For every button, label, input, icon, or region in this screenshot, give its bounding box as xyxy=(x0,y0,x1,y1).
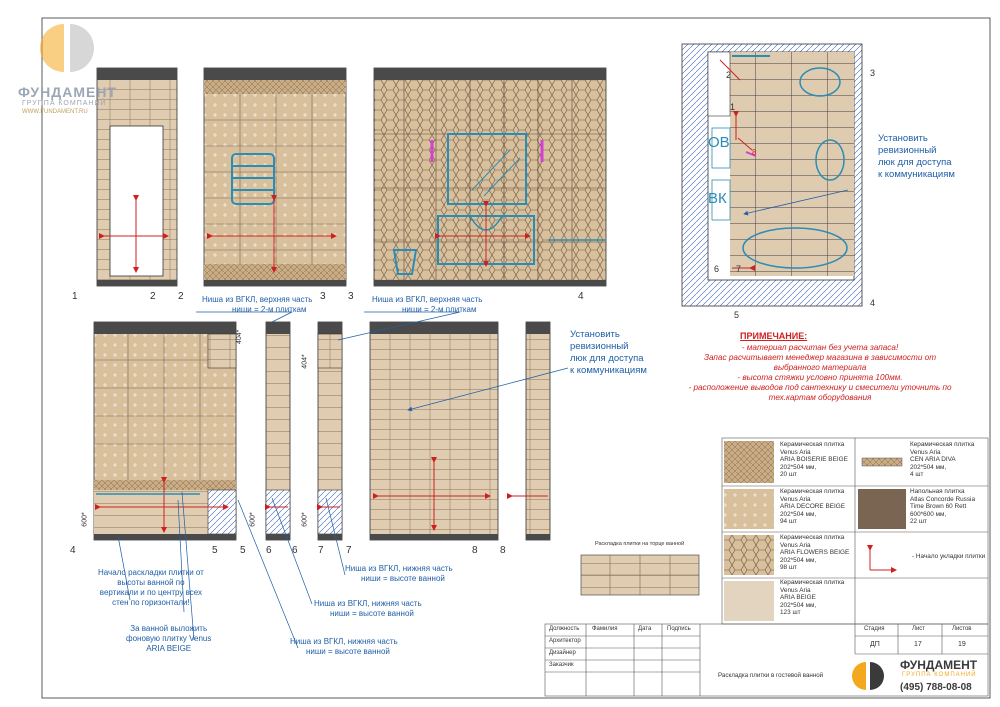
callout-start-layout: Начало раскладки плитки от высоты ванной по вертикали и по центру всех стен по горизонтали! xyxy=(98,568,204,607)
legend-item-beige: Керамическая плитка Venus Aria ARIA BEIGE 202*504 мм, 123 шт xyxy=(780,579,845,617)
marker-3b: 3 xyxy=(348,291,354,302)
dimension-600-c: 600* xyxy=(301,512,309,527)
dimension-600-b: 600* xyxy=(249,512,257,527)
legend-swatch-beige xyxy=(724,581,774,621)
plan-marker-2: 2 xyxy=(726,70,732,80)
callout-niche-top-2: Ниша из ВГКЛ, верхняя часть ниши = 2-м плиткам xyxy=(372,295,483,314)
tb-stage-label: Стадия xyxy=(864,626,885,632)
dimension-404-b: 404* xyxy=(301,354,309,369)
legend-item-decore: Керамическая плитка Venus Aria ARIA DECORE BEIGE 202*504 мм, 94 шт xyxy=(780,488,845,526)
tb-sheets-label: Листов xyxy=(952,626,972,632)
elevation-wall-7 xyxy=(370,322,498,540)
tb-drawing-title: Раскладка плитки в гостевой ванной xyxy=(718,672,824,679)
note-line-1: - материал расчитан без учета запаса! xyxy=(741,343,899,352)
marker-8: 8 xyxy=(472,545,478,556)
legend-swatch-floor xyxy=(858,489,906,529)
tb-col-date: Дата xyxy=(638,626,652,632)
plan-label-vk: ВК xyxy=(708,190,727,207)
elevation-wall-8 xyxy=(512,322,550,540)
marker-1: 1 xyxy=(72,291,78,302)
tb-sheets: 19 xyxy=(958,641,966,648)
plan-marker-7: 7 xyxy=(736,264,742,274)
floor-plan xyxy=(682,44,862,306)
legend-item-start: - Начало укладки плитки xyxy=(912,553,986,560)
marker-2: 2 xyxy=(150,291,156,302)
tb-row-client: Заказчик xyxy=(549,662,574,668)
plan-label-8: 8 xyxy=(752,148,757,157)
callout-revision-plan: Установить ревизионный люк для доступа к коммуникациям xyxy=(878,133,955,180)
legend-swatch-start xyxy=(870,550,896,570)
brand-logo-mark xyxy=(40,24,94,72)
note-line-4: - высота стяжки условно принята 100мм. xyxy=(737,373,903,382)
brand-name: ФУНДАМЕНТ xyxy=(18,84,117,100)
callout-background-tile: За ванной выложить фоновую плитку Venus ARIA BEIGE xyxy=(126,624,212,653)
footer-brand-name: ФУНДАМЕНТ xyxy=(900,658,978,672)
tb-row-designer: Дизайнер xyxy=(549,650,576,656)
elevation-wall-1 xyxy=(97,68,177,286)
brand-logo-mark-small xyxy=(852,662,884,690)
callout-niche-bottom-1: Ниша из ВГКЛ, нижняя часть ниши = высоте ванной xyxy=(345,564,453,583)
footer-brand-tagline: ГРУППА КОМПАНИЙ xyxy=(902,672,977,678)
legend-swatch-boiserie xyxy=(724,441,774,483)
note-title: ПРИМЕЧАНИЕ: xyxy=(740,331,808,341)
dimension-600-a: 600* xyxy=(81,512,89,527)
marker-4b: 4 xyxy=(70,545,76,556)
callout-niche-top: Ниша из ВГКЛ, верхняя часть ниши = 2-м плиткам xyxy=(202,295,313,314)
brand-tagline: ГРУППА КОМПАНИЙ xyxy=(22,100,107,107)
legend-item-diva: Керамическая плитка Venus Aria CEN ARIA DIVA 202*504 мм, 4 шт xyxy=(910,441,975,479)
tb-stage: ДП xyxy=(870,641,880,648)
marker-6b: 6 xyxy=(292,545,298,556)
brand-website: WWW.FUNDAMENT.RU xyxy=(22,109,88,115)
tb-sheet-label: Лист xyxy=(912,626,926,632)
note-line-6: тех.картам оборудования xyxy=(768,393,872,402)
plan-label-ov: ОВ xyxy=(708,134,730,151)
marker-6: 6 xyxy=(266,545,272,556)
elevation-wall-4 xyxy=(94,322,236,540)
note-line-3: выбранного материала xyxy=(773,363,867,372)
tb-sheet: 17 xyxy=(914,641,922,648)
end-layout-label: Раскладка плитки на торце ванной xyxy=(595,541,685,547)
elevation-wall-3 xyxy=(374,68,606,286)
elevation-niche-6-7 xyxy=(318,322,342,540)
legend-swatch-decore xyxy=(724,489,774,529)
marker-8b: 8 xyxy=(500,545,506,556)
tb-col-sign: Подпись xyxy=(667,626,691,632)
callout-revision-wall: Установить ревизионный люк для доступа к коммуникациям xyxy=(570,329,647,376)
legend-swatch-diva xyxy=(862,458,902,466)
plan-marker-4: 4 xyxy=(870,298,876,308)
marker-5b: 5 xyxy=(240,545,246,556)
marker-2b: 2 xyxy=(178,291,184,302)
plan-marker-3: 3 xyxy=(870,68,876,78)
marker-4: 4 xyxy=(578,291,584,302)
plan-marker-1: 1 xyxy=(730,102,736,112)
marker-5: 5 xyxy=(212,545,218,556)
marker-7: 7 xyxy=(318,545,324,556)
footer-brand-phone: (495) 788-08-08 xyxy=(900,682,972,693)
bath-end-layout xyxy=(581,555,699,595)
legend-item-flowers: Керамическая плитка Venus Aria ARIA FLOWERS BEIGE 202*504 мм, 98 шт xyxy=(780,534,850,572)
marker-7b: 7 xyxy=(346,545,352,556)
plan-marker-6: 6 xyxy=(714,264,720,274)
elevation-niche-5-6 xyxy=(266,322,290,540)
legend-swatch-flowers xyxy=(724,535,774,575)
note-line-2: Запас расчитывает менеджер магазина в зависимости от xyxy=(703,353,937,362)
tb-col-surname: Фамилия xyxy=(592,626,618,632)
dimension-404-a: 404* xyxy=(236,329,243,344)
legend-item-boiserie: Керамическая плитка Venus Aria ARIA BOISERIE BEIGE 202*504 мм, 20 шт xyxy=(780,441,848,479)
elevation-wall-2 xyxy=(204,68,346,286)
callout-niche-bottom-2: Ниша из ВГКЛ, нижняя часть ниши = высоте ванной xyxy=(314,599,422,618)
plan-marker-5: 5 xyxy=(734,310,740,320)
callout-niche-bottom-3: Ниша из ВГКЛ, нижняя часть ниши = высоте ванной xyxy=(290,637,398,656)
tb-row-architect: Архитектор xyxy=(549,638,581,644)
marker-3: 3 xyxy=(320,291,326,302)
legend-item-floor: Напольная плитка Atlas Concorde Russia Time Brown 60 Rett 600*600 мм, 22 шт xyxy=(910,488,976,526)
tb-col-role: Должность xyxy=(549,626,580,632)
note-line-5: - расположение выводов под сантехнику и смесители уточнить по xyxy=(688,383,952,392)
